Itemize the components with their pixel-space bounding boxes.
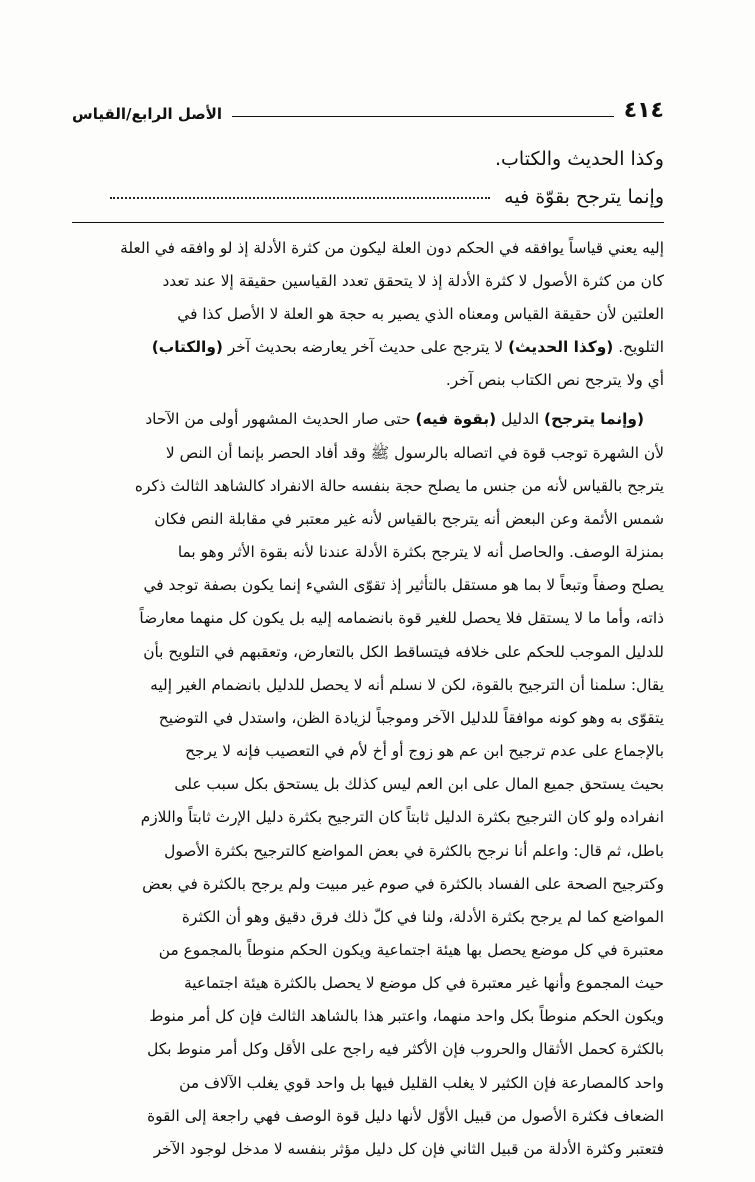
text-line: يتقوّى به وهو كونه موافقاً للدليل الآخر وموجباً لزيادة الظن، واستدل في التوضيح <box>158 708 664 727</box>
text-line: بمنزلة الوصف. والحاصل أنه لا يترجح بكثرة الأدلة عندنا لأنه بقوة الأثر وهو بما <box>177 543 664 562</box>
commentary-paragraph <box>72 403 664 1166</box>
text-line: كان من كثرة الأصول لا كثرة الأدلة إذ لا يتحقق تعدد القياسين حقيقة إلا عند تعدد <box>162 272 664 291</box>
commentary <box>72 232 664 1166</box>
text-line: إليه يعني قياساً يوافقه في الحكم دون العلة ليكون من كثرة الأدلة إذ لو وافقه في العلة <box>120 239 664 257</box>
commentary-paragraph <box>72 232 664 397</box>
text-line: وكترجيح الصحة على الفساد بالكثرة في صوم غير مبيت ولم يرجح بالكثرة في بعض <box>142 874 664 893</box>
text-line: (وإنما يترجح) الدليل (بقوة فيه) حتى صار الحديث المشهور أولى من الآحاد <box>145 410 644 429</box>
text-line: أي ولا يترجح نص الكتاب بنص آخر. <box>445 371 664 390</box>
text-line: انفراده ولو كان الترجيح بكثرة الدليل ثابتاً كان الترجيح بكثرة دليل الإرث ثابتاً واللازم <box>140 808 664 827</box>
quoted-phrase: (وكذا الحديث) <box>508 338 614 357</box>
text-line: العلتين لأن حقيقة القياس ومعناه الذي يصير به حجة هو العلة لا الأصل كذا في <box>177 305 664 324</box>
quoted-phrase: (وإنما يترجح) <box>544 410 644 429</box>
dotted-leader <box>110 197 490 199</box>
text-line: بالإجماع على عدم ترجيح ابن عم هو زوج أو أخ لأم في التعصيب فإنه لا يرجح <box>185 742 664 761</box>
quoted-phrase: (والكتاب) <box>151 338 223 357</box>
text-line: بحيث يستحق جميع المال على ابن العم ليس كذلك بل يستحق بكل سبب على <box>174 775 664 794</box>
text-line: حيث المجموع وأنها غير معتبرة في كل موضع لا يحصل بالكثرة هيئة اجتماعية <box>183 974 664 993</box>
main-text-line: وكذا الحديث والكتاب. <box>495 148 664 170</box>
text-line: يترجح بالقياس لأنه من جنس ما يصلح حجة بنفسه حالة الانفراد كالشاهد الثالث ذكره <box>134 476 664 495</box>
header-rule <box>232 116 614 117</box>
main-text-line: وإنما يترجح بقوّة فيه <box>72 178 664 216</box>
text-line: ويكون الحكم منوطاً بكل واحد منهما، واعتبر هذا بالشاهد الثالث فإن كل أمر منوط <box>149 1007 664 1026</box>
quoted-phrase: (بقوة فيه) <box>415 410 497 429</box>
running-head <box>72 92 664 122</box>
text-line: باطل، ثم قال: واعلم أنا نرجح بالكثرة في بعض المواضع كالترجيح بكثرة الأصول <box>164 841 664 860</box>
text-line: لأن الشهرة توجب قوة في اتصاله بالرسول ﷺ وقد أفاد الحصر بإنما أن النص لا <box>165 443 664 462</box>
text-line: ذاته، وأما ما لا يستقل فلا يحصل للغير قوة بانضمامه إليه بل يكون كل منهما معارضاً <box>139 609 664 628</box>
text-line: الضعاف فكثرة الأصول من قبيل الأوّل لأنها دليل قوة الوصف فهي راجعة إلى القوة <box>147 1106 664 1125</box>
text-line: التلويح. (وكذا الحديث) لا يترجح على حديث آخر يعارضه بحديث آخر (والكتاب) <box>151 338 664 357</box>
text-line: فتعتبر وكثرة الأدلة من قبيل الثاني فإن كل دليل مؤثر بنفسه لا مدخل لوجود الآخر <box>153 1139 664 1158</box>
text-line: يقال: سلمنا أن الترجيح بالقوة، لكن لا نسلم أنه لا يحصل للدليل بانضمام الغير إليه <box>150 675 664 694</box>
page-number: ٤١٤ <box>623 98 664 123</box>
main-text <box>72 140 664 216</box>
section-title: الأصل الرابع/القياس <box>72 105 223 123</box>
separator-line <box>72 222 664 223</box>
text-line: المواضع كما لم يرجح بكثرة الأدلة، ولنا في كلّ ذلك فرق دقيق وهو أن الكثرة <box>181 907 664 926</box>
text-line: واحد كالمصارعة فإن الكثير لا يغلب القليل فيها بل واحد قوي يغلب الآلاف من <box>179 1073 664 1092</box>
text-line: معتبرة في كل موضع يحصل بها هيئة اجتماعية ويكون الحكم منوطاً بالمجموع من <box>158 940 664 959</box>
text-line: يصلح وصفاً وتبعاً لا بما هو مستقل بالتأثير إذ تقوّى الشيء إنما يكون بصفة توجد في <box>143 576 664 595</box>
text-line: للدليل الموجب للحكم على خلافه فيتساقط الكل بالتعارض، وتعقبهم في التلويح بأن <box>143 642 664 661</box>
text-line: شمس الأئمة وعن البعض أنه يترجح بالقياس لأنه غير معتبر في مقابلة النص فكان <box>154 509 664 528</box>
text-line: بالكثرة كحمل الأثقال والحروب فإن الأكثر فيه راجح على الأقل وكل أمر منوط بكل <box>147 1040 664 1059</box>
